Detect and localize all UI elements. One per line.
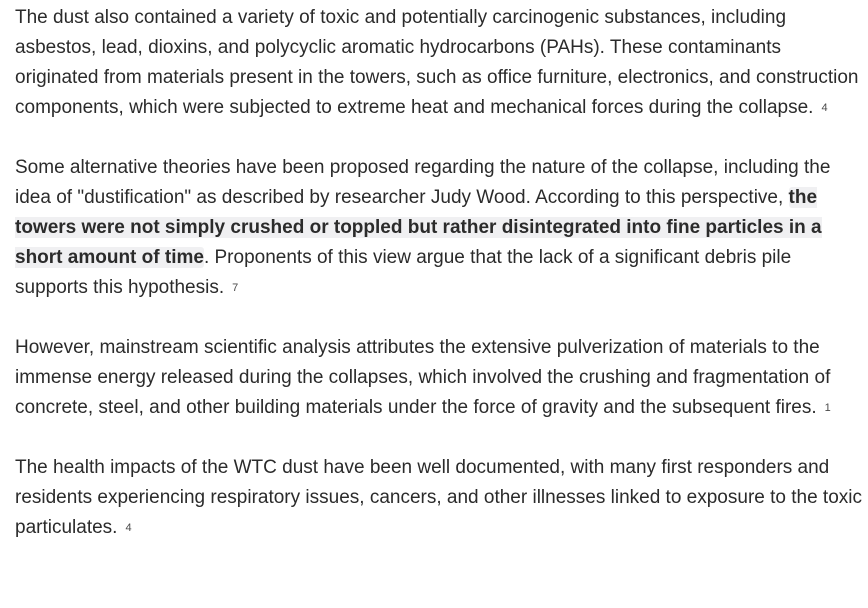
citation-link[interactable]: 4 bbox=[821, 102, 828, 114]
paragraph-text: . Proponents of this view argue that the lack of a significant debris pile supports this hypothesis. bbox=[15, 247, 792, 298]
paragraph-toxic-substances bbox=[15, 3, 863, 123]
paragraph-mainstream-analysis bbox=[15, 333, 863, 423]
paragraph-text: The dust also contained a variety of toxic and potentially carcinogenic substances, including asbestos, lead, dioxins, and polycyclic aromatic hydrocarbons (PAHs). These contaminants originated from materials present in the towers, such as office furniture, electronics, and construction components, which were subjected to extreme heat and mechanical forces during the collapse. bbox=[15, 7, 859, 118]
paragraph-text: The health impacts of the WTC dust have been well documented, with many first responders and residents experiencing respiratory issues, cancers, and other illnesses linked to exposure to the toxic particulates. bbox=[15, 457, 862, 538]
paragraph-text: However, mainstream scientific analysis attributes the extensive pulverization of materials to the immense energy released during the collapses, which involved the crushing and fragmentation of concrete, steel, and other building materials under the force of gravity and the subsequent fires. bbox=[15, 337, 831, 418]
paragraph-text: Some alternative theories have been proposed regarding the nature of the collapse, including the idea of "dustification" as described by researcher Judy Wood. According to this perspective, bbox=[15, 157, 831, 208]
citation-link[interactable]: 7 bbox=[232, 282, 239, 294]
paragraph-alternative-theories bbox=[15, 153, 863, 303]
paragraph-health-impacts bbox=[15, 453, 863, 543]
citation-link[interactable]: 4 bbox=[125, 522, 132, 534]
response-text bbox=[15, 3, 863, 543]
citation-link[interactable]: 1 bbox=[824, 402, 831, 414]
highlighted-bold-text: the towers were not simply crushed or toppled but rather disintegrated into fine particles in a short amount of time bbox=[15, 187, 822, 268]
